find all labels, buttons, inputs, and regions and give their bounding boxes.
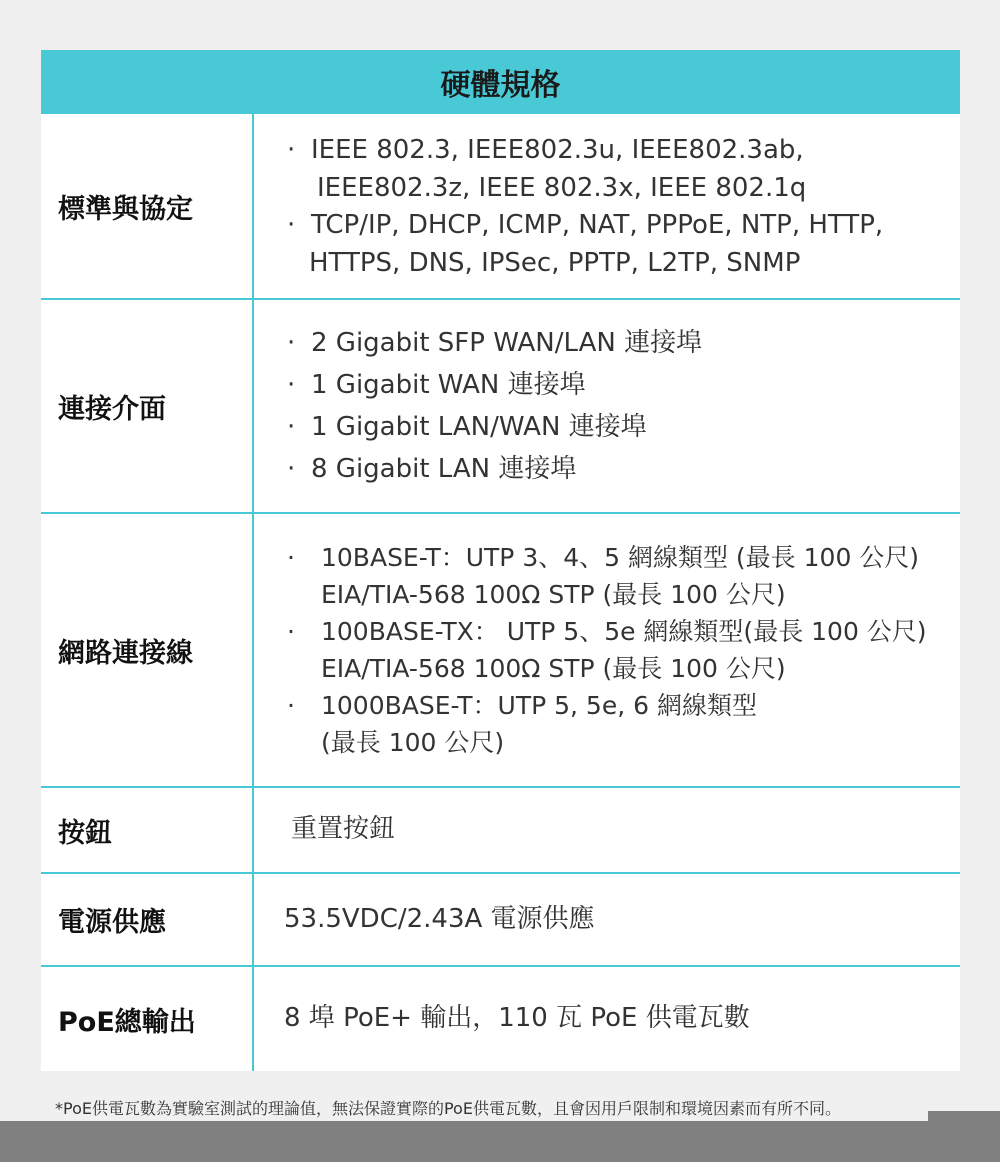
row-label: PoE總輸出 <box>41 967 254 1071</box>
bullet: · <box>287 691 295 720</box>
list-item <box>287 539 960 613</box>
bullet: · <box>287 617 295 646</box>
value-line: IEEE802.3z, IEEE 802.3x, IEEE 802.1q <box>317 172 807 203</box>
table-row <box>41 514 960 788</box>
list-item <box>287 406 960 448</box>
bullet: · <box>287 412 296 442</box>
value-line: 53.5VDC/2.43A 電源供應 <box>284 903 595 934</box>
table-row <box>41 967 960 1071</box>
list-item <box>287 687 960 761</box>
value-line: EIA/TIA-568 100Ω STP (最長 100 公尺) <box>321 654 786 683</box>
footnote: *PoE供電瓦數為實驗室測試的理論值，無法保證實際的PoE供電瓦數，且會因用戶限制和環境因素而有所不同。 <box>55 1099 841 1118</box>
value-line: 1000BASE-T：UTP 5, 5e, 6 網線類型 <box>321 691 757 720</box>
row-value <box>254 114 960 298</box>
bullet: · <box>287 210 296 240</box>
list-item <box>287 132 960 207</box>
bottom-band <box>0 1121 1000 1162</box>
row-value <box>254 967 960 1071</box>
table-row <box>41 874 960 967</box>
value-line: (最長 100 公尺) <box>321 728 505 757</box>
value-line: 8 Gigabit LAN 連接埠 <box>311 454 577 484</box>
value-line: 100BASE-TX： UTP 5、5e 網線類型(最長 100 公尺) <box>321 617 927 646</box>
list-item <box>287 322 960 364</box>
bullet: · <box>287 135 296 165</box>
row-value <box>254 514 960 786</box>
value-line: 10BASE-T：UTP 3、4、5 網線類型 (最長 100 公尺) <box>321 543 920 572</box>
table-row <box>41 114 960 300</box>
row-label: 連接介面 <box>41 300 254 512</box>
bullet: · <box>287 543 295 572</box>
table-row <box>41 788 960 874</box>
spec-table <box>41 50 960 1071</box>
value-line: TCP/IP, DHCP, ICMP, NAT, PPPoE, NTP, HTTP, <box>311 210 884 240</box>
row-label: 電源供應 <box>41 874 254 965</box>
bullet: · <box>287 370 296 400</box>
list-item <box>287 364 960 406</box>
row-value <box>254 874 960 965</box>
value-line: IEEE 802.3, IEEE802.3u, IEEE802.3ab, <box>311 135 804 165</box>
list-item <box>287 613 960 687</box>
list-item <box>287 207 960 282</box>
value-line: EIA/TIA-568 100Ω STP (最長 100 公尺) <box>321 580 786 609</box>
value-line: 2 Gigabit SFP WAN/LAN 連接埠 <box>311 328 703 358</box>
table-title: 硬體規格 <box>41 50 960 114</box>
value-line: 1 Gigabit LAN/WAN 連接埠 <box>311 412 647 442</box>
row-label: 標準與協定 <box>41 114 254 298</box>
row-value <box>254 788 960 872</box>
value-line: 1 Gigabit WAN 連接埠 <box>311 370 586 400</box>
value-line: 8 埠 PoE+ 輸出，110 瓦 PoE 供電瓦數 <box>284 1003 750 1034</box>
list-item <box>287 448 960 490</box>
row-value <box>254 300 960 512</box>
bullet: · <box>287 454 296 484</box>
value-line: HTTPS, DNS, IPSec, PPTP, L2TP, SNMP <box>309 247 801 278</box>
row-label: 按鈕 <box>41 788 254 872</box>
bullet: · <box>287 328 296 358</box>
row-label: 網路連接線 <box>41 514 254 786</box>
value-line: 重置按鈕 <box>291 814 396 845</box>
table-row <box>41 300 960 514</box>
